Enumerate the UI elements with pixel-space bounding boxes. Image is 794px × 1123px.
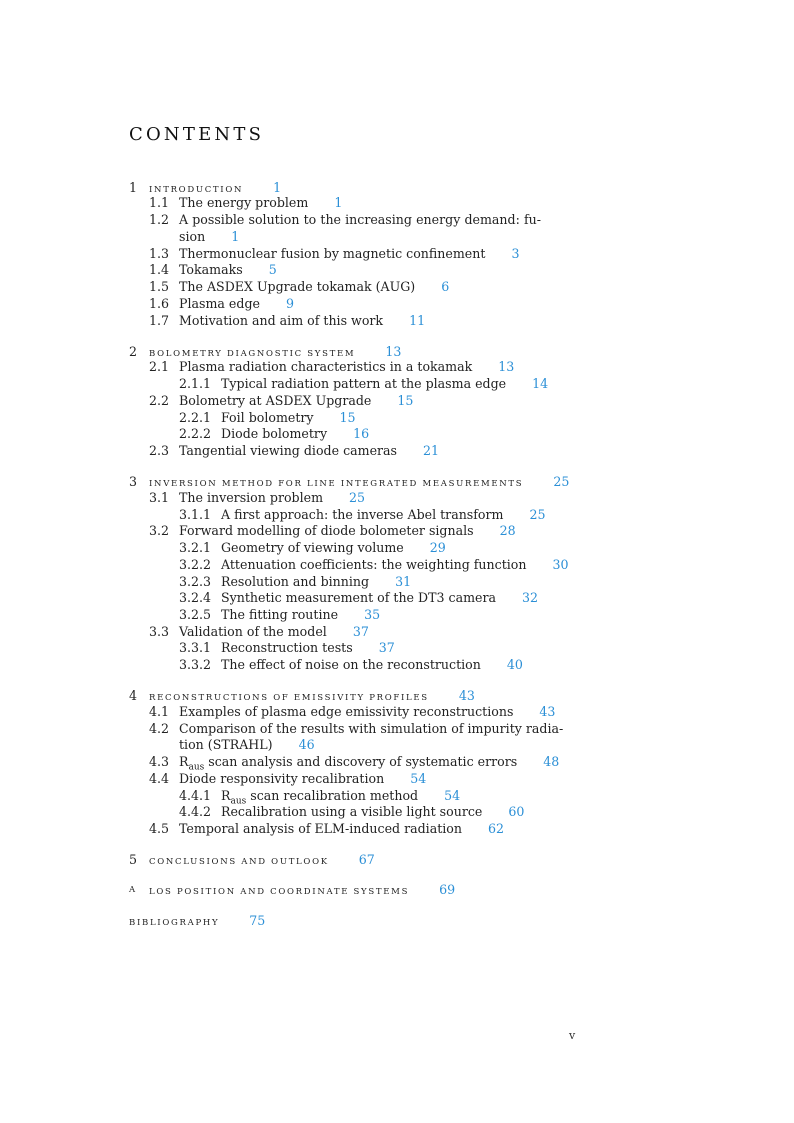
page-link[interactable]: 43	[539, 704, 556, 719]
entry-number: 2.2	[149, 393, 170, 408]
page-link[interactable]: 6	[441, 279, 450, 294]
page-link[interactable]: 30	[552, 557, 569, 572]
page-link[interactable]: 25	[529, 507, 546, 522]
entry-title: Synthetic measurement of the DT3 camera	[221, 590, 497, 605]
page-link[interactable]: 9	[285, 296, 294, 311]
toc-entry-2-2-1[interactable]	[179, 410, 356, 426]
toc-entry-3-3-1[interactable]	[179, 640, 395, 656]
entry-title: Attenuation coefficients: the weighting function	[221, 557, 527, 572]
toc-entry-4-4-2[interactable]	[179, 804, 525, 820]
entry-number: 3.2.1	[179, 540, 212, 555]
page-link[interactable]: 14	[532, 376, 549, 391]
page-link[interactable]: 16	[353, 426, 370, 441]
entry-number: 4.4.2	[179, 804, 212, 819]
page-link[interactable]: 13	[498, 359, 515, 374]
toc-entry-3-1-1[interactable]	[179, 507, 546, 523]
chapter-number: 2	[129, 344, 138, 359]
entry-number: 3.1.1	[179, 507, 212, 522]
r-aus-symbol: $R_{aus}$	[179, 754, 205, 773]
toc-entry-1-7[interactable]	[149, 313, 426, 329]
page-link[interactable]: 1	[334, 195, 343, 210]
entry-title: The ASDEX Upgrade tokamak (AUG)	[179, 279, 416, 294]
entry-title: Comparison of the results with simulation of impurity radia-	[179, 721, 564, 736]
chapter-title: BIBLIOGRAPHY	[129, 918, 220, 928]
page-link[interactable]: 31	[395, 574, 412, 589]
entry-number: 4.3	[149, 754, 170, 769]
entry-number: 4.1	[149, 704, 170, 719]
entry-number: 3.1	[149, 490, 170, 505]
toc-entry-2-2[interactable]	[149, 393, 414, 409]
toc-entry-1-3[interactable]	[149, 246, 520, 262]
toc-entry-1-2-cont[interactable]	[179, 229, 239, 245]
page-link[interactable]: 25	[553, 474, 570, 489]
toc-entry-4-4-1[interactable]	[179, 788, 461, 807]
chapter-title: BOLOMETRY DIAGNOSTIC SYSTEM	[149, 349, 356, 359]
chapter-number: 3	[129, 474, 138, 489]
entry-title: Validation of the model	[179, 624, 327, 639]
page-link[interactable]: 60	[508, 804, 525, 819]
page-link[interactable]: 62	[488, 821, 505, 836]
page-link[interactable]: 25	[349, 490, 366, 505]
entry-number: 1.7	[149, 313, 170, 328]
chapter-number: 4	[129, 688, 138, 703]
page-link[interactable]: 5	[268, 262, 277, 277]
page-link[interactable]: 1	[273, 180, 282, 195]
toc-entry-1-6[interactable]	[149, 296, 294, 312]
page-link[interactable]: 37	[352, 624, 369, 639]
chapter-title: CONCLUSIONS AND OUTLOOK	[149, 857, 329, 867]
entry-title: Geometry of viewing volume	[221, 540, 404, 555]
toc-entry-3-2-1[interactable]	[179, 540, 446, 556]
page-link[interactable]: 75	[249, 913, 266, 928]
toc-entry-2-3[interactable]	[149, 443, 440, 459]
chapter-title: INTRODUCTION	[149, 185, 244, 195]
entry-number: 4.4	[149, 771, 170, 786]
page-link[interactable]: 67	[358, 852, 375, 867]
entry-title: Plasma edge	[179, 296, 260, 311]
entry-title: Foil bolometry	[221, 410, 314, 425]
page-link[interactable]: 15	[339, 410, 356, 425]
toc-entry-3-1[interactable]	[149, 490, 366, 506]
page-link[interactable]: 54	[410, 771, 427, 786]
toc-entry-3-3[interactable]	[149, 624, 369, 640]
toc-entry-4-2-cont[interactable]	[179, 737, 315, 753]
entry-title: Tokamaks	[179, 262, 243, 277]
entry-title: Bolometry at ASDEX Upgrade	[179, 393, 372, 408]
entry-title: Typical radiation pattern at the plasma edge	[221, 376, 507, 391]
entry-number: 1.5	[149, 279, 170, 294]
toc-entry-4-4[interactable]	[149, 771, 427, 787]
toc-entry-1-4[interactable]	[149, 262, 277, 278]
toc-entry-3-3-2[interactable]	[179, 657, 523, 673]
toc-entry-3-2-2[interactable]	[179, 557, 569, 573]
toc-entry-3-2-4[interactable]	[179, 590, 539, 606]
page-link[interactable]: 37	[378, 640, 395, 655]
entry-number: 2.3	[149, 443, 170, 458]
page-link[interactable]: 32	[522, 590, 539, 605]
page-link[interactable]: 15	[397, 393, 414, 408]
entry-number: 3.2.3	[179, 574, 212, 589]
page-link[interactable]: 21	[423, 443, 440, 458]
entry-number: 1.3	[149, 246, 170, 261]
entry-number: 4.5	[149, 821, 170, 836]
toc-entry-4-1[interactable]	[149, 704, 556, 720]
entry-number: 2.2.1	[179, 410, 212, 425]
page-link[interactable]: 69	[439, 882, 456, 897]
chapter-title: INVERSION METHOD FOR LINE INTEGRATED MEASUREMENTS	[149, 479, 524, 489]
entry-number: 2.1.1	[179, 376, 212, 391]
page-link[interactable]: 46	[298, 737, 315, 752]
entry-title: Forward modelling of diode bolometer signals	[179, 523, 474, 538]
entry-number: 3.3.2	[179, 657, 212, 672]
entry-title: Resolution and binning	[221, 574, 370, 589]
entry-title: scan recalibration method	[250, 788, 419, 803]
entry-title: Temporal analysis of ELM-induced radiation	[179, 821, 462, 836]
entry-title: Reconstruction tests	[221, 640, 353, 655]
entry-title: Diode bolometry	[221, 426, 328, 441]
entry-number: 2.2.2	[179, 426, 212, 441]
r-aus-symbol: $R_{aus}$	[221, 788, 247, 807]
entry-number: 3.2.4	[179, 590, 212, 605]
page-link[interactable]: 1	[231, 229, 240, 244]
entry-title: Thermonuclear fusion by magnetic confinement	[179, 246, 486, 261]
toc-entry-2-2-2[interactable]	[179, 426, 370, 442]
entry-number: 3.3.1	[179, 640, 212, 655]
page-link[interactable]: 28	[499, 523, 516, 538]
entry-title: The inversion problem	[179, 490, 324, 505]
entry-title: The fitting routine	[221, 607, 339, 622]
toc-entry-3-2[interactable]	[149, 523, 516, 539]
entry-title-cont: sion	[179, 229, 206, 244]
toc-entry-1-5[interactable]	[149, 279, 450, 295]
chapter-number: 1	[129, 180, 138, 195]
entry-number: 3.2.5	[179, 607, 212, 622]
toc-entry-1-1[interactable]	[149, 195, 343, 211]
entry-number: 1.1	[149, 195, 170, 210]
entry-number: 1.2	[149, 212, 170, 227]
toc-entry-2-1[interactable]	[149, 359, 515, 375]
page-link[interactable]: 43	[458, 688, 475, 703]
entry-title: Tangential viewing diode cameras	[179, 443, 398, 458]
page-number: v	[569, 1029, 576, 1042]
entry-title: A possible solution to the increasing energy demand: fu-	[179, 212, 541, 227]
toc-entry-1-2[interactable]	[149, 212, 541, 228]
chapter-number: 5	[129, 852, 138, 867]
toc-entry-4-5[interactable]	[149, 821, 505, 837]
page-link[interactable]: 40	[506, 657, 523, 672]
chapter-title: RECONSTRUCTIONS OF EMISSIVITY PROFILES	[149, 693, 429, 703]
toc-entry-4-2[interactable]	[149, 721, 564, 737]
page-link[interactable]: 3	[511, 246, 520, 261]
page-link[interactable]: 48	[543, 754, 560, 769]
entry-number: 1.6	[149, 296, 170, 311]
entry-title: Examples of plasma edge emissivity reconstructions	[179, 704, 514, 719]
toc-entry-3-2-5[interactable]	[179, 607, 381, 623]
toc-bibliography[interactable]	[129, 913, 265, 931]
entry-title: Plasma radiation characteristics in a tokamak	[179, 359, 473, 374]
entry-number: 1.4	[149, 262, 170, 277]
entry-title: A first approach: the inverse Abel transform	[221, 507, 504, 522]
entry-number: 3.2.2	[179, 557, 212, 572]
chapter-number: A	[129, 885, 137, 895]
entry-title: Motivation and aim of this work	[179, 313, 384, 328]
entry-title: scan analysis and discovery of systematic errors	[208, 754, 518, 769]
entry-title: Recalibration using a visible light source	[221, 804, 483, 819]
toc-entry-4-3[interactable]	[149, 754, 560, 773]
chapter-title: LOS POSITION AND COORDINATE SYSTEMS	[149, 887, 410, 897]
toc-entry-2-1-1[interactable]	[179, 376, 549, 392]
entry-title: The energy problem	[179, 195, 309, 210]
entry-title: Diode responsivity recalibration	[179, 771, 385, 786]
entry-number: 3.2	[149, 523, 170, 538]
page-link[interactable]: 54	[444, 788, 461, 803]
page-link[interactable]: 35	[364, 607, 381, 622]
page-title: CONTENTS	[129, 124, 265, 145]
page-link[interactable]: 13	[385, 344, 402, 359]
entry-title: The effect of noise on the reconstruction	[221, 657, 481, 672]
entry-number: 4.4.1	[179, 788, 212, 803]
entry-number: 4.2	[149, 721, 170, 736]
toc-entry-3-2-3[interactable]	[179, 574, 412, 590]
entry-number: 3.3	[149, 624, 170, 639]
entry-title-cont: tion (STRAHL)	[179, 737, 273, 752]
page-link[interactable]: 11	[409, 313, 426, 328]
page-link[interactable]: 29	[429, 540, 446, 555]
entry-number: 2.1	[149, 359, 170, 374]
